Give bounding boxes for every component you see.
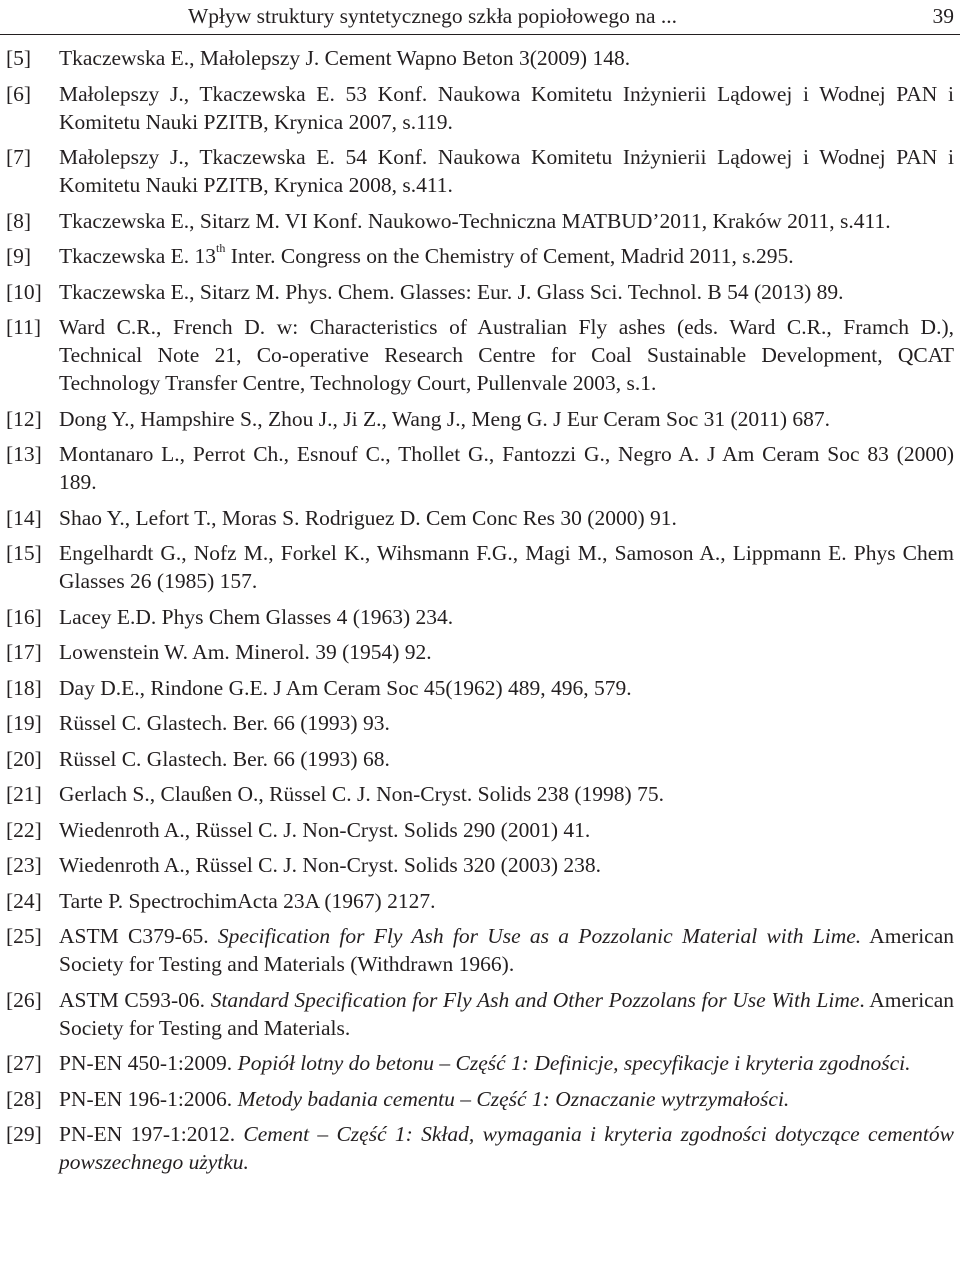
reference-number: [12]: [6, 406, 42, 431]
reference-segment: Tkaczewska E., Małolepszy J. Cement Wapno Beton 3(2009) 148.: [59, 46, 631, 70]
reference-item: [0, 816, 960, 844]
reference-number: [7]: [6, 145, 32, 169]
reference-segment: Lowenstein W. Am. Minerol. 39 (1954) 92.: [59, 640, 432, 664]
reference-number: [17]: [6, 640, 42, 664]
reference-text: [59, 541, 954, 593]
reference-text: [59, 1087, 789, 1111]
reference-number: [13]: [6, 442, 42, 466]
reference-segment: PN-EN 197-1:2012.: [59, 1122, 244, 1146]
reference-text: [59, 315, 954, 395]
reference-item: [0, 539, 960, 595]
reference-item: [0, 44, 960, 72]
reference-number: [15]: [6, 541, 42, 565]
reference-segment: Tarte P. SpectrochimActa 23A (1967) 2127.: [59, 888, 436, 913]
reference-text: [59, 711, 390, 735]
superscript: th: [216, 241, 226, 255]
reference-number: [9]: [6, 244, 32, 268]
reference-item: [0, 405, 960, 433]
reference-number: [25]: [6, 924, 42, 948]
reference-text: [59, 209, 891, 233]
reference-segment: Engelhardt G., Nofz M., Forkel K., Wihsmann F.G., Magi M., Samoson A., Lippmann E. Phys Chem Glasses 26 (1985) 157.: [59, 541, 954, 593]
reference-segment: Tkaczewska E., Sitarz M. VI Konf. Naukowo-Techniczna MATBUD’2011, Kraków 2011, s.411.: [59, 208, 891, 233]
reference-number: [21]: [6, 782, 42, 806]
reference-segment: Rüssel C. Glastech. Ber. 66 (1993) 68.: [59, 746, 390, 771]
reference-segment: Shao Y., Lefort T., Moras S. Rodriguez D. Cem Conc Res 30 (2000) 91.: [59, 505, 677, 530]
reference-text: [59, 605, 453, 629]
reference-number: [29]: [6, 1122, 42, 1146]
reference-item: [0, 1049, 960, 1077]
reference-text: [59, 640, 432, 664]
running-header: [0, 0, 960, 35]
reference-segment: ASTM C593-06.: [59, 987, 211, 1012]
reference-item: [0, 207, 960, 235]
reference-item: [0, 745, 960, 773]
reference-text: [59, 853, 601, 877]
running-title: Wpływ struktury syntetycznego szkła popiołowego na ...: [188, 4, 678, 28]
reference-number: [19]: [6, 711, 42, 735]
reference-number: [16]: [6, 604, 42, 629]
reference-text: [59, 1051, 910, 1075]
reference-text: [59, 145, 954, 197]
reference-item: [0, 313, 960, 397]
reference-item: [0, 278, 960, 306]
reference-item: [0, 1085, 960, 1113]
reference-number: [5]: [6, 46, 32, 70]
reference-segment: PN-EN 450-1:2009.: [59, 1051, 238, 1075]
page-number: 39: [932, 4, 954, 28]
reference-text: [59, 46, 630, 70]
reference-segment: Ward C.R., French D. w: Characteristics of Australian Fly ashes (eds. Ward C.R., Framch D.), Technical Note 21, Co-operative Research Centre for Coal Sustainable Development, QCAT Technology Transfer Centre, Technology Court, Pullenvale 2003, s.1.: [59, 315, 954, 395]
reference-text: [59, 988, 954, 1040]
reference-item: [0, 80, 960, 136]
reference-segment: . American Society for Testing and Materials.: [59, 987, 955, 1040]
reference-segment: Gerlach S., Claußen O., Rüssel C. J. Non-Cryst. Solids 238 (1998) 75.: [59, 782, 664, 806]
reference-text: [59, 782, 664, 806]
reference-title-italic: Standard Specification for Fly Ash and Other Pozzolans for Use With Lime: [210, 987, 860, 1012]
reference-segment: Montanaro L., Perrot Ch., Esnouf C., Thollet G., Fantozzi G., Negro A. J Am Ceram Soc 83 (2000) 189.: [59, 442, 954, 494]
reference-segment: Tkaczewska E. 13: [59, 244, 216, 268]
reference-item: [0, 780, 960, 808]
reference-text: [59, 924, 954, 976]
reference-segment: Dong Y., Hampshire S., Zhou J., Ji Z., Wang J., Meng G. J Eur Ceram Soc 31 (2011) 687.: [59, 406, 831, 431]
reference-number: [24]: [6, 888, 42, 913]
reference-segment: Małolepszy J., Tkaczewska E. 53 Konf. Naukowa Komitetu Inżynierii Lądowej i Wodnej PAN i Komitetu Nauki PZITB, Krynica 2007, s.119.: [59, 81, 954, 134]
reference-segment: Tkaczewska E., Sitarz M. Phys. Chem. Glasses: Eur. J. Glass Sci. Technol. B 54 (2013) 89.: [59, 279, 844, 304]
reference-segment: ASTM C379-65.: [59, 924, 218, 948]
reference-segment: Lacey E.D. Phys Chem Glasses 4 (1963) 234.: [59, 604, 454, 629]
reference-segment: PN-EN 196-1:2006.: [59, 1086, 238, 1111]
reference-segment: American Society for Testing and Materials (Withdrawn 1966).: [59, 924, 955, 976]
reference-item: [0, 143, 960, 199]
reference-text: [59, 82, 954, 134]
reference-text: [59, 1122, 954, 1174]
reference-item: [0, 504, 960, 532]
reference-number: [23]: [6, 853, 42, 877]
reference-number: [27]: [6, 1051, 42, 1075]
reference-number: [8]: [6, 208, 32, 233]
reference-item: [0, 709, 960, 737]
reference-number: [28]: [6, 1086, 42, 1111]
reference-number: [11]: [6, 315, 42, 339]
reference-item: [0, 440, 960, 496]
reference-text: [59, 676, 632, 700]
reference-number: [14]: [6, 505, 42, 530]
reference-segment: Day D.E., Rindone G.E. J Am Ceram Soc 45(1962) 489, 496, 579.: [59, 675, 632, 700]
reference-item: [0, 603, 960, 631]
reference-item: [0, 1120, 960, 1176]
reference-segment: Inter. Congress on the Chemistry of Cement, Madrid 2011, s.295.: [225, 244, 794, 268]
reference-number: [20]: [6, 746, 42, 771]
reference-text: [59, 889, 435, 913]
reference-item: [0, 887, 960, 915]
reference-item: [0, 242, 960, 270]
reference-text: [59, 442, 954, 494]
reference-number: [22]: [6, 817, 42, 842]
reference-text: [59, 407, 830, 431]
reference-list: [0, 44, 960, 1176]
reference-text: [59, 280, 844, 304]
reference-number: [6]: [6, 81, 32, 106]
reference-segment: Rüssel C. Glastech. Ber. 66 (1993) 93.: [59, 711, 390, 735]
reference-text: [59, 506, 677, 530]
reference-segment: Małolepszy J., Tkaczewska E. 54 Konf. Naukowa Komitetu Inżynierii Lądowej i Wodnej PAN i Komitetu Nauki PZITB, Krynica 2008, s.411.: [59, 145, 954, 197]
reference-segment: Wiedenroth A., Rüssel C. J. Non-Cryst. Solids 290 (2001) 41.: [59, 817, 591, 842]
reference-item: [0, 851, 960, 879]
reference-text: [59, 241, 794, 268]
reference-number: [18]: [6, 675, 42, 700]
reference-number: [10]: [6, 279, 42, 304]
reference-item: [0, 922, 960, 978]
reference-item: [0, 986, 960, 1042]
reference-text: [59, 818, 590, 842]
reference-item: [0, 638, 960, 666]
reference-number: [26]: [6, 987, 42, 1012]
reference-title-italic: Specification for Fly Ash for Use as a Pozzolanic Material with Lime.: [217, 924, 862, 948]
reference-title-italic: Metody badania cementu – Część 1: Oznaczanie wytrzymałości.: [237, 1086, 790, 1111]
reference-item: [0, 674, 960, 702]
reference-segment: Wiedenroth A., Rüssel C. J. Non-Cryst. Solids 320 (2003) 238.: [59, 853, 602, 877]
reference-title-italic: Cement – Część 1: Skład, wymagania i kryteria zgodności dotyczące cementów powszechnego użytku.: [59, 1122, 954, 1174]
reference-text: [59, 747, 390, 771]
reference-title-italic: Popiół lotny do betonu – Część 1: Definicje, specyfikacje i kryteria zgodności.: [237, 1051, 911, 1075]
